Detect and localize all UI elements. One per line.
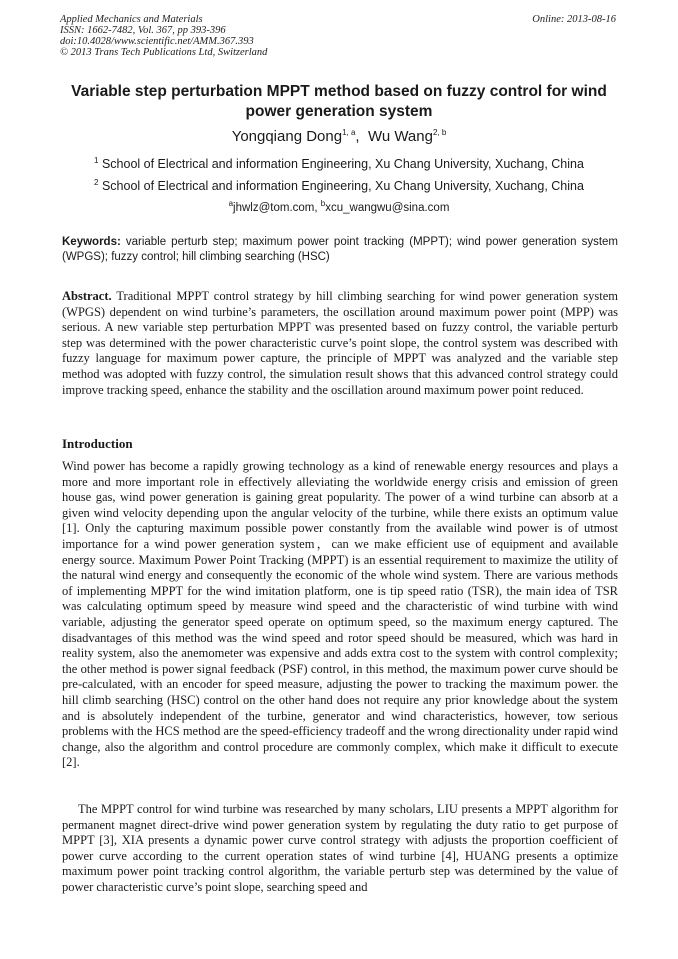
affiliation-number: 2 — [94, 177, 99, 187]
email-superscript: a — [228, 199, 234, 209]
abstract-block — [62, 289, 618, 398]
paper-title: Variable step perturbation MPPT method based on fuzzy control for wind power generation system — [71, 83, 607, 120]
body-paragraph: The MPPT control for wind turbine was researched by many scholars, LIU presents a MPPT algorithm for permanent magnet direct-drive wind power generation system by regulating the duty ratio to get purpose of MPPT [3], XIA presents a dynamic power curve control strategy with adjusts the proportion coefficient of power curve according to the current operation states of wind turbine [4], HUANG presents a optimize maximum power point tracking control algorithm, the variable perturb step was determined by the value of power characteristic curve’s point slope, searching speed and — [62, 802, 618, 894]
abstract-label: Abstract. — [62, 289, 112, 303]
online-date: Online: 2013-08-16 — [532, 14, 616, 25]
doi-line[interactable]: doi:10.4028/www.scientific.net/AMM.367.393 — [60, 36, 254, 47]
body-paragraph: Wind power has become a rapidly growing technology as a kind of renewable energy resources and plays a more and more important role in effectively alleviating the worldwide energy crisis and emission of green house gas, wind power generation is gaining great popularity. The power of a wind turbine can absorb at a given wind velocity depending upon the angular velocity of the turbine, while there exists an optimum value [1]. Only the capturing maximum possible power constantly from the available wind power is of utmost importance for a wind power generation system，can we make efficient use of equipment and available energy source. Maximum Power Point Tracking (MPPT) is an essential requirement to maximize the utility of the natural wind energy and consequently the economic of the whole wind system. There are various methods of implementing MPPT for the wind imitation platform, one is tip speed ratio (TSR), the main idea of TSR was calculating optimum speed by measure wind speed and the characteristic of wind turbine with wind variable, adjusting the generator speed operate on optimum speed, so the maximum energy captured. The disadvantages of this method was the wind speed and rotor speed should be measured, which was hard in reality system, also the anemometer was expensive and adds extra cost to the system with control complexity; the other method is power signal feedback (PSF) control, in this method, the maximum power curve should be pre-calculated, with an encoder for speed measure, adjusting the power to tracking the maximum power. the hill climb searching (HSC) control on the other hand does not require any prior knowledge about the system and is absolutely independent of the turbine, generator and wind characteristics, however, tow serious problems with the HCS method are the speed-efficiency tradeoff and the wrong directionality under rapid wind change, also the algorithm and control procedure are commonly complex, which make it difficult to execute [2]. — [62, 459, 618, 770]
author-name: Yongqiang Dong — [231, 128, 343, 145]
email-line — [60, 200, 618, 216]
abstract-text: Traditional MPPT control strategy by hill climbing searching for wind power generation system (WPGS) dependent on wind turbine’s parameters, the oscillation around maximum power point (MPP) was serious. A new variable step perturbation MPPT was presented based on fuzzy control, the variable perturb step was determined with the power characteristic curve’s point slope, the control system was described with fuzzy language for maximum power capture, the principle of MPPT was analyzed and the variable step method was adopted with fuzzy control, the simulation result shows that this advanced control strategy could improve tracking speed, enhance the stability and the oscillation around maximum power point reduced. — [62, 289, 618, 397]
keywords-block — [62, 235, 618, 265]
keywords-label: Keywords: — [62, 236, 121, 248]
journal-name: Applied Mechanics and Materials — [60, 14, 203, 25]
email-link[interactable]: xcu_wangwu@sina.com — [325, 202, 450, 214]
author-line — [60, 128, 618, 146]
affiliation-2 — [60, 178, 618, 194]
email-superscript: b — [320, 199, 326, 209]
author-separator: , — [355, 128, 368, 145]
affiliation-number: 1 — [94, 155, 99, 165]
journal-header — [60, 14, 267, 58]
issn-line: ISSN: 1662-7482, Vol. 367, pp 393-396 — [60, 25, 226, 36]
author-superscript: 2, b — [432, 128, 447, 137]
affiliation-text: School of Electrical and information Engineering, Xu Chang University, Xuchang, China — [98, 157, 584, 171]
affiliation-1 — [60, 156, 618, 172]
email-link[interactable]: jhwlz@tom.com, — [233, 202, 321, 214]
keywords-text: variable perturb step; maximum power point tracking (MPPT); wind power generation system (WPGS); fuzzy control; hill climbing searching (HSC) — [62, 236, 618, 263]
section-heading: Introduction — [62, 436, 133, 451]
author-superscript: 1, a — [342, 128, 356, 137]
affiliation-text: School of Electrical and information Engineering, Xu Chang University, Xuchang, China — [98, 179, 584, 193]
copyright-line: © 2013 Trans Tech Publications Ltd, Switzerland — [60, 47, 268, 58]
author-name: Wu Wang — [367, 128, 433, 145]
